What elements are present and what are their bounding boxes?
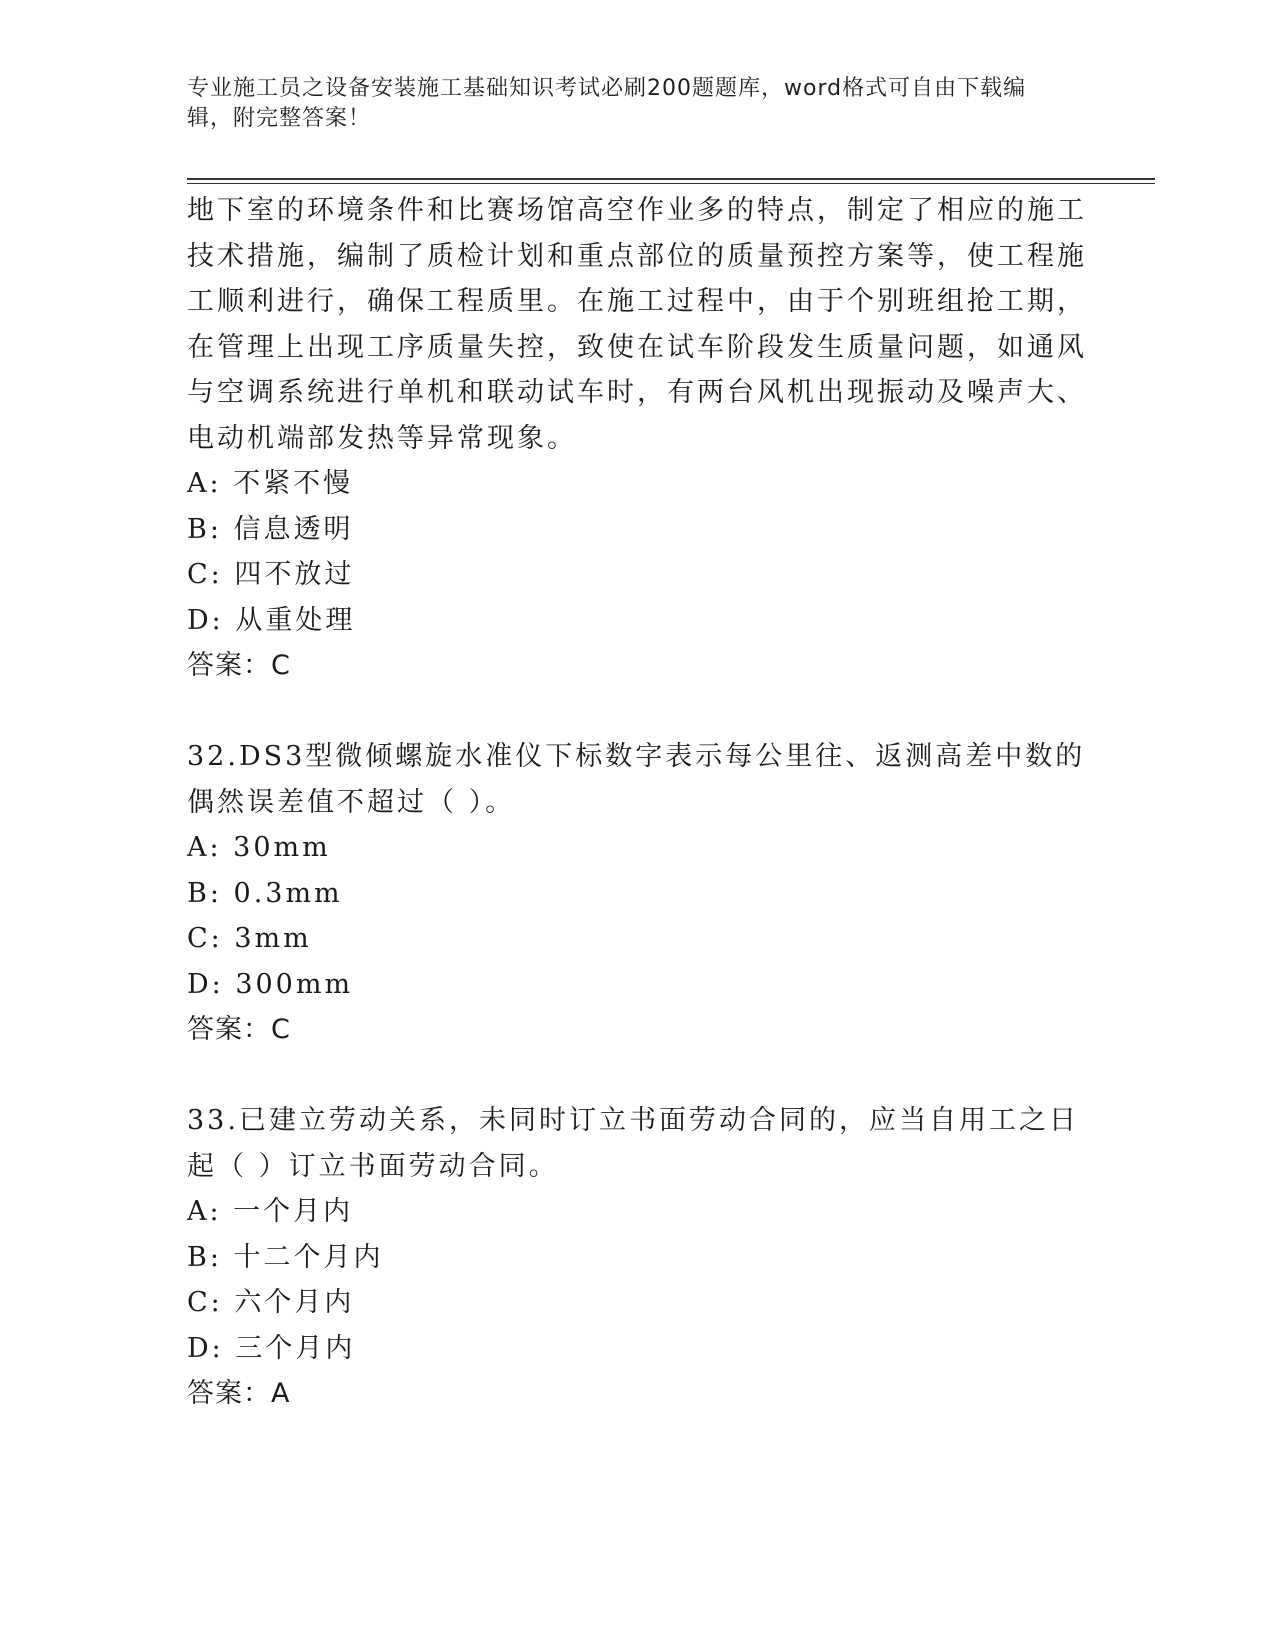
question-32-option-a: A: 30mm	[187, 832, 331, 863]
question-31-option-b: B: 信息透明	[187, 513, 354, 545]
header-divider-thin	[187, 183, 1155, 184]
question-32-option-c: C: 3mm	[187, 923, 312, 954]
question-33-option-d: D: 三个月内	[187, 1332, 356, 1364]
question-31-option-a: A: 不紧不慢	[187, 468, 354, 499]
question-33-option-a: A: 一个月内	[187, 1196, 354, 1227]
question-31	[187, 188, 1087, 689]
header-divider-thick	[187, 178, 1155, 180]
question-32-option-b: B: 0.3mm	[187, 877, 343, 909]
spacer	[187, 689, 1087, 735]
document-header-title: 专业施工员之设备安装施工基础知识考试必刷200题题库，word格式可自由下载编辑，附完整答案！	[187, 76, 1027, 131]
question-31-answer: 答案：C	[187, 650, 291, 681]
question-31-stem: 地下室的环境条件和比赛场馆高空作业多的特点，制定了相应的施工技术措施，编制了质检计划和重点部位的质量预控方案等，使工程施工顺利进行，确保工程质里。在施工过程中，由于个别班组抢工期，在管理上出现工序质量失控，致使在试车阶段发生质量问题，如通风与空调系统进行单机和联动试车时，有两台风机出现振动及噪声大、电动机端部发热等异常现象。	[187, 195, 1087, 454]
question-content	[187, 188, 1087, 1417]
question-32-stem: 32.DS3型微倾螺旋水准仪下标数字表示每公里往、返测高差中数的偶然误差值不超过（ ）。	[187, 741, 1086, 818]
question-31-option-c: C: 四不放过	[187, 559, 355, 590]
question-32	[187, 734, 1087, 1053]
spacer	[187, 1053, 1087, 1099]
question-33	[187, 1098, 1087, 1417]
question-33-option-b: B: 十二个月内	[187, 1241, 384, 1273]
question-32-answer: 答案：C	[187, 1014, 291, 1045]
question-33-stem: 33.已建立劳动关系，未同时订立书面劳动合同的，应当自用工之日起（ ）订立书面劳动合同。	[187, 1105, 1079, 1182]
question-33-option-c: C: 六个月内	[187, 1287, 355, 1318]
question-32-option-d: D: 300mm	[187, 968, 354, 1000]
question-31-option-d: D: 从重处理	[187, 604, 356, 636]
question-33-answer: 答案：A	[187, 1378, 291, 1409]
